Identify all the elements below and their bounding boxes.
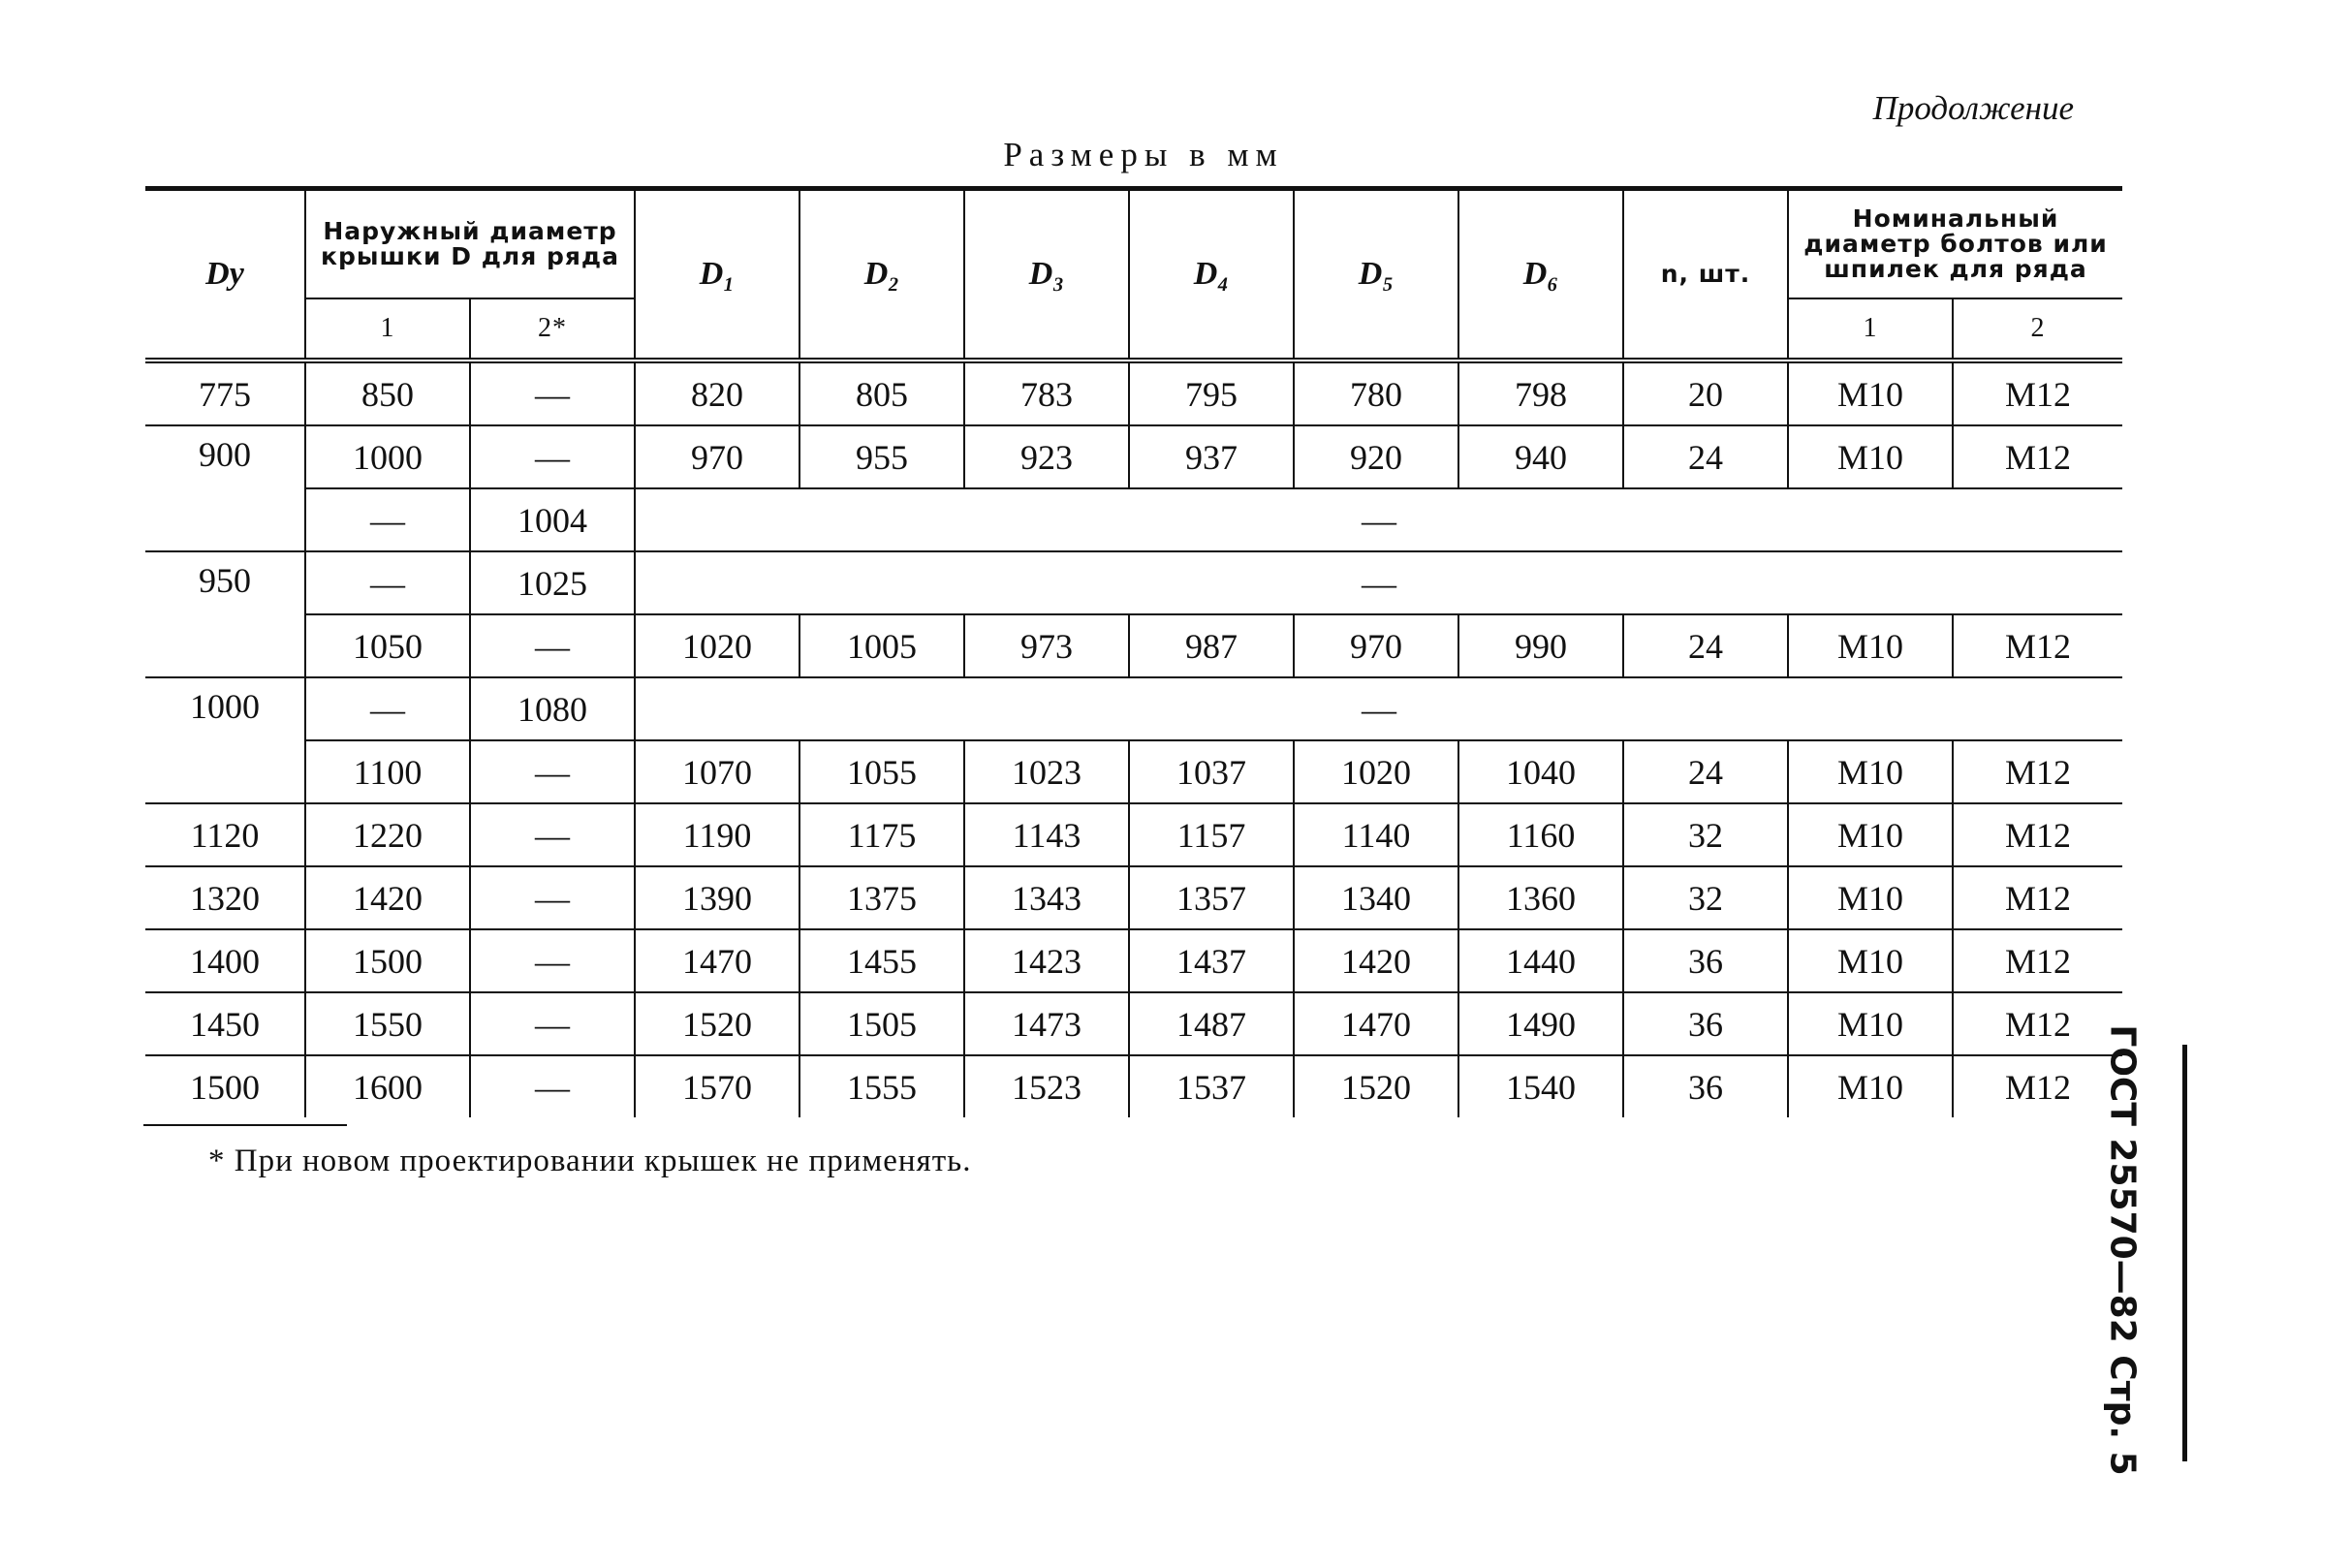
- cell-d2: 1375: [799, 866, 964, 929]
- cell-d2: 1175: [799, 803, 964, 866]
- cell-d4: 795: [1129, 361, 1294, 425]
- cell-d5: 1340: [1294, 866, 1458, 929]
- cell-d4: 1437: [1129, 929, 1294, 992]
- header-d3: D₃: [964, 189, 1129, 361]
- cell-d1: 1020: [635, 614, 799, 677]
- cell-d-series-1: —: [305, 551, 470, 614]
- cell-d1: 1190: [635, 803, 799, 866]
- cell-d6: 1360: [1458, 866, 1623, 929]
- cell-d1: 970: [635, 425, 799, 488]
- cell-d-series-2: —: [470, 929, 635, 992]
- cell-bolt-series-2: M12: [1953, 361, 2122, 425]
- cell-d2: 805: [799, 361, 964, 425]
- cell-d-series-1: —: [305, 488, 470, 551]
- continuation-label: Продолжение: [1872, 89, 2074, 127]
- footnote-text: * При новом проектировании крышек не применять.: [208, 1144, 972, 1178]
- cell-d3: 783: [964, 361, 1129, 425]
- header-d2: D₂: [799, 189, 964, 361]
- cell-d-series-2: —: [470, 361, 635, 425]
- table-row: [145, 361, 2122, 425]
- cell-bolt-series-1: M10: [1788, 1055, 1953, 1117]
- cell-d3: 1523: [964, 1055, 1129, 1117]
- table-row: [145, 488, 2122, 551]
- cell-d3: 923: [964, 425, 1129, 488]
- cell-d3: 1143: [964, 803, 1129, 866]
- cell-d2: 1505: [799, 992, 964, 1055]
- header-bolt-diameter: Номинальный диаметр болтов или шпилек для ряда: [1788, 189, 2122, 299]
- cell-d6: 798: [1458, 361, 1623, 425]
- cell-dy: 950: [145, 551, 305, 677]
- cell-d-series-1: 850: [305, 361, 470, 425]
- cell-bolt-count: 36: [1623, 929, 1788, 992]
- cell-bolt-series-2: M12: [1953, 866, 2122, 929]
- table-body: [145, 361, 2122, 1117]
- footnote-divider: [143, 1124, 347, 1126]
- header-dy: Dу: [145, 189, 305, 361]
- cell-d5: 920: [1294, 425, 1458, 488]
- cell-bolt-series-2: M12: [1953, 992, 2122, 1055]
- cell-d-series-2: 1025: [470, 551, 635, 614]
- cell-d3: 1423: [964, 929, 1129, 992]
- cell-d5: 1420: [1294, 929, 1458, 992]
- header-bolt-count: n, шт.: [1623, 189, 1788, 361]
- cell-d3: 1473: [964, 992, 1129, 1055]
- cell-bolt-series-1: M10: [1788, 740, 1953, 803]
- cell-d5: 1020: [1294, 740, 1458, 803]
- cell-bolt-series-1: M10: [1788, 866, 1953, 929]
- cell-d-series-1: 1050: [305, 614, 470, 677]
- cell-bolt-series-2: M12: [1953, 803, 2122, 866]
- cell-d1: 820: [635, 361, 799, 425]
- cell-d2: 955: [799, 425, 964, 488]
- cell-bolt-series-1: M10: [1788, 425, 1953, 488]
- cell-bolt-count: 32: [1623, 803, 1788, 866]
- cell-d4: 1537: [1129, 1055, 1294, 1117]
- cell-d-series-2: —: [470, 425, 635, 488]
- cell-d6: 1440: [1458, 929, 1623, 992]
- table-row: [145, 803, 2122, 866]
- cell-bolt-series-2: M12: [1953, 425, 2122, 488]
- cell-d2: 1055: [799, 740, 964, 803]
- header-d5: D₅: [1294, 189, 1458, 361]
- cell-bolt-series-1: M10: [1788, 361, 1953, 425]
- cell-d6: 990: [1458, 614, 1623, 677]
- cell-not-applicable: —: [635, 677, 2122, 740]
- cell-d-series-1: 1220: [305, 803, 470, 866]
- cell-d1: 1470: [635, 929, 799, 992]
- cell-d-series-2: 1004: [470, 488, 635, 551]
- cell-d3: 1023: [964, 740, 1129, 803]
- cell-bolt-series-2: M12: [1953, 614, 2122, 677]
- cell-dy: 775: [145, 361, 305, 425]
- table-row: [145, 929, 2122, 992]
- cell-bolt-count: 32: [1623, 866, 1788, 929]
- header-d4: D₄: [1129, 189, 1294, 361]
- cell-bolt-count: 24: [1623, 614, 1788, 677]
- cell-d1: 1520: [635, 992, 799, 1055]
- units-caption: Размеры в мм: [1003, 136, 1284, 173]
- header-bolt-series-2: 2: [1953, 298, 2122, 361]
- cell-d5: 780: [1294, 361, 1458, 425]
- cell-bolt-count: 36: [1623, 992, 1788, 1055]
- cell-d5: 1140: [1294, 803, 1458, 866]
- header-d6: D₆: [1458, 189, 1623, 361]
- cell-d-series-1: 1100: [305, 740, 470, 803]
- cell-d4: 1037: [1129, 740, 1294, 803]
- cell-d4: 1357: [1129, 866, 1294, 929]
- cell-dy: 1450: [145, 992, 305, 1055]
- cell-d4: 937: [1129, 425, 1294, 488]
- cell-dy: 1120: [145, 803, 305, 866]
- cell-not-applicable: —: [635, 488, 2122, 551]
- cell-d6: 1160: [1458, 803, 1623, 866]
- cell-d-series-1: 1600: [305, 1055, 470, 1117]
- cell-d1: 1570: [635, 1055, 799, 1117]
- table-row: [145, 677, 2122, 740]
- cell-bolt-series-1: M10: [1788, 929, 1953, 992]
- table-row: [145, 740, 2122, 803]
- cell-dy: 1320: [145, 866, 305, 929]
- cell-bolt-series-1: M10: [1788, 992, 1953, 1055]
- cell-bolt-count: 20: [1623, 361, 1788, 425]
- cell-d2: 1455: [799, 929, 964, 992]
- table-row: [145, 425, 2122, 488]
- table-header: [145, 189, 2122, 361]
- table-row: [145, 866, 2122, 929]
- cell-d-series-2: —: [470, 614, 635, 677]
- table-row: [145, 551, 2122, 614]
- cell-d-series-2: —: [470, 992, 635, 1055]
- cell-d-series-1: 1500: [305, 929, 470, 992]
- cell-d-series-1: 1000: [305, 425, 470, 488]
- cell-bolt-series-2: M12: [1953, 1055, 2122, 1117]
- margin-rule: [2182, 1045, 2187, 1461]
- cell-d5: 970: [1294, 614, 1458, 677]
- cell-dy: 1000: [145, 677, 305, 803]
- cell-d5: 1520: [1294, 1055, 1458, 1117]
- cell-bolt-count: 24: [1623, 425, 1788, 488]
- cell-bolt-count: 24: [1623, 740, 1788, 803]
- cell-d6: 1540: [1458, 1055, 1623, 1117]
- table-row: [145, 1055, 2122, 1117]
- cell-d6: 940: [1458, 425, 1623, 488]
- cell-d-series-2: —: [470, 866, 635, 929]
- cell-d4: 1157: [1129, 803, 1294, 866]
- cell-d-series-2: —: [470, 803, 635, 866]
- cell-d-series-1: —: [305, 677, 470, 740]
- cell-d-series-1: 1550: [305, 992, 470, 1055]
- cell-d5: 1470: [1294, 992, 1458, 1055]
- cell-dy: 900: [145, 425, 305, 551]
- cell-d2: 1005: [799, 614, 964, 677]
- cell-bolt-series-1: M10: [1788, 803, 1953, 866]
- cell-d-series-2: 1080: [470, 677, 635, 740]
- cell-bolt-series-1: M10: [1788, 614, 1953, 677]
- cell-dy: 1500: [190, 1067, 260, 1107]
- standard-page-label: ГОСТ 25570—82 Стр. 5: [2102, 1024, 2143, 1476]
- cell-d3: 973: [964, 614, 1129, 677]
- cell-d4: 1487: [1129, 992, 1294, 1055]
- cell-d-series-2: —: [470, 740, 635, 803]
- header-series-2: 2*: [470, 298, 635, 361]
- cell-bolt-series-2: M12: [1953, 929, 2122, 992]
- header-bolt-series-1: 1: [1788, 298, 1953, 361]
- cell-d6: 1490: [1458, 992, 1623, 1055]
- table-row: [145, 614, 2122, 677]
- cell-d4: 987: [1129, 614, 1294, 677]
- header-outer-diameter: Наружный диаметр крышки D для ряда: [305, 189, 635, 299]
- cell-d-series-2: —: [470, 1055, 635, 1117]
- dimensions-table: [145, 186, 2122, 1117]
- cell-d6: 1040: [1458, 740, 1623, 803]
- cell-d3: 1343: [964, 866, 1129, 929]
- header-d1: D₁: [635, 189, 799, 361]
- cell-d2: 1555: [799, 1055, 964, 1117]
- cell-bolt-series-2: M12: [1953, 740, 2122, 803]
- cell-not-applicable: —: [635, 551, 2122, 614]
- cell-dy: 1400: [145, 929, 305, 992]
- table-row: [145, 992, 2122, 1055]
- header-series-1: 1: [305, 298, 470, 361]
- cell-d1: 1070: [635, 740, 799, 803]
- cell-d1: 1390: [635, 866, 799, 929]
- cell-bolt-count: 36: [1623, 1055, 1788, 1117]
- cell-d-series-1: 1420: [305, 866, 470, 929]
